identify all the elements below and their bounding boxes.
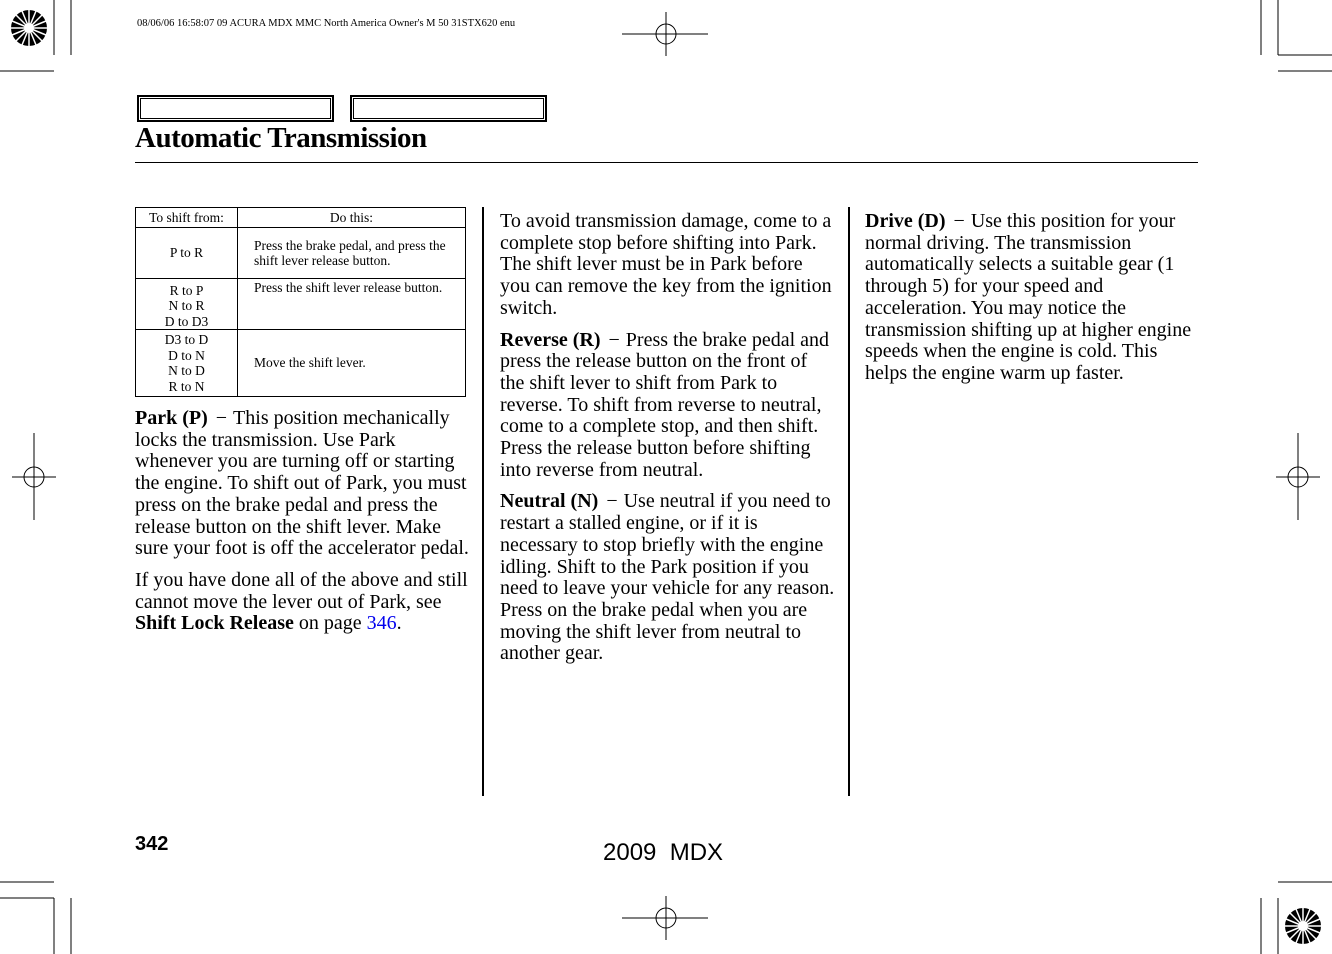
table-cell-do: Move the shift lever. xyxy=(238,330,466,397)
table-header-from: To shift from: xyxy=(136,208,238,228)
registration-star-icon xyxy=(1285,908,1321,944)
park-heading: Park (P) xyxy=(135,407,208,429)
table-cell-from: R to N xyxy=(168,378,205,394)
table-cell-from: D to N xyxy=(168,347,205,363)
title-rule xyxy=(135,162,1198,163)
reverse-paragraph: Reverse (R) − Press the brake pedal and press the release button on the front of the shift lever to shift from Park to reverse. To shift from reverse to neutral, come to a complete stop, and then shift. Press the release button before shifting into reverse from neutral. xyxy=(500,328,830,481)
page-link[interactable]: 346 xyxy=(366,612,397,635)
shift-table xyxy=(135,207,466,397)
section-tab-box xyxy=(350,95,547,122)
table-header-row xyxy=(136,208,466,228)
reverse-text: Press the brake pedal and press the release button on the front of the shift lever to shift from Park to reverse. To shift from reverse to neutral, come to a complete stop, and then shift. Press the release button before shifting into reverse from neutral. xyxy=(500,328,830,481)
column-divider xyxy=(482,207,484,796)
column-1 xyxy=(135,408,470,645)
drive-heading: Drive (D) xyxy=(865,210,946,232)
table-row xyxy=(136,330,466,397)
table-cell-from: N to D xyxy=(168,363,205,378)
section-tab-box xyxy=(137,95,334,122)
page-title: Automatic Transmission xyxy=(135,122,427,154)
drive-paragraph: Drive (D) − Use this position for your normal driving. The transmission automatically selects a suitable gear (1 through 5) for your speed and acceleration. You may notice the transmission shifting up at higher engine speeds when the engine is cold. This helps the engine warm up faster. xyxy=(865,210,1192,384)
neutral-paragraph: Neutral (N) − Use neutral if you need to restart a stalled engine, or if it is necessary to stop briefly with the engine idling. Shift to the Park position if you need to leave your vehicle for any reason. Press on the brake pedal when you are moving the shift lever from neutral to another gear. xyxy=(500,490,835,665)
registration-star-icon xyxy=(11,10,47,46)
table-cell-do: Press the shift lever release button. xyxy=(238,279,466,330)
shift-lock-reference: Shift Lock Release xyxy=(135,612,294,635)
footer-model: 2009 MDX xyxy=(603,839,724,866)
intro-paragraph: To avoid transmission damage, come to a complete stop before shifting into Park. The shift lever must be in Park before you can remove the key from the ignition switch. xyxy=(500,210,832,319)
table-cell-from: R to P xyxy=(169,282,204,298)
table-row xyxy=(136,228,466,279)
reverse-heading: Reverse (R) xyxy=(500,328,601,351)
park-text: This position mechanically locks the transmission. Use Park whenever you are turning off or starting the engine. To shift out of Park, you must press on the brake pedal and press the release button on the shift lever. Make sure your foot is off the accelerator pedal. xyxy=(135,407,469,560)
table-cell-from: D3 to D xyxy=(164,332,209,347)
column-divider xyxy=(848,207,850,796)
column-3 xyxy=(865,211,1200,395)
table-row xyxy=(136,279,466,330)
table-cell-from: D to D3 xyxy=(164,313,209,329)
park-paragraph: Park (P) − This position mechanically locks the transmission. Use Park whenever you are turning off or starting the engine. To shift out of Park, you must press on the brake pedal and press the release button on the shift lever. Make sure your foot is off the accelerator pedal. xyxy=(135,407,469,560)
column-2 xyxy=(500,211,836,675)
print-header: 08/06/06 16:58:07 09 ACURA MDX MMC North America Owner's M 50 31STX620 enu xyxy=(137,18,516,29)
table-cell-from: N to R xyxy=(168,298,205,313)
table-header-do: Do this: xyxy=(238,208,466,228)
neutral-heading: Neutral (N) xyxy=(500,490,599,513)
page-number: 342 xyxy=(135,833,169,855)
drive-text: Use this position for your normal driving. The transmission automatically selects a suitable gear (1 through 5) for your speed and acceleration. You may notice the transmission shifting up at higher engine speeds when the engine is cold. This helps the engine warm up faster. xyxy=(865,210,1192,384)
table-cell-do: Press the brake pedal, and press the shift lever release button. xyxy=(238,228,466,279)
table-cell-from: P to R xyxy=(169,245,204,261)
neutral-text: Use neutral if you need to restart a stalled engine, or if it is necessary to stop briefly with the engine idling. Shift to the Park position if you need to leave your vehicle for any reason. Press on the brake pedal when you are moving the shift lever from neutral to another gear. xyxy=(500,490,835,665)
shift-lock-paragraph: If you have done all of the above and still cannot move the lever out of Park, see Shift Lock Release on page 346. xyxy=(135,568,468,635)
